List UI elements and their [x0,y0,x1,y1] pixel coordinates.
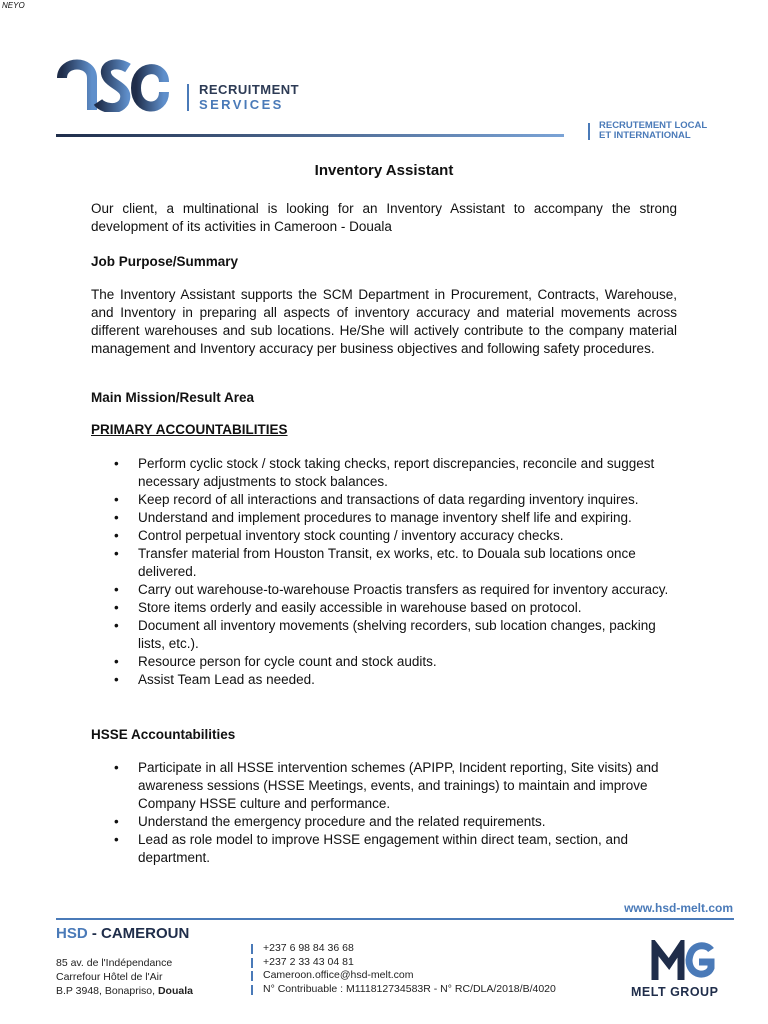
purpose-paragraph: The Inventory Assistant supports the SCM Department in Procurement, Contracts, Warehouse, and Inventory in preparing all aspects of inventory accuracy and material movements across different warehouses and sub locations. He/She will actively contribute to the company material management and Inventory accuracy per business objectives and following safety procedures. [91,287,677,356]
logo-divider [187,84,189,111]
purpose-heading: Job Purpose/Summary [91,254,239,269]
melt-group-label: MELT GROUP [631,985,719,999]
hsd-logo [56,32,172,112]
header-tagline [599,121,707,141]
intro-paragraph: Our client, a multinational is looking for an Inventory Assistant to accompany the strong development of its activities in Cameroon - Douala [91,201,677,234]
list-item: • Understand and implement procedures to manage inventory shelf life and expiring. [114,509,674,527]
list-item: • Lead as role model to improve HSSE engagement within direct team, section, and department. [114,831,674,867]
list-item: • Keep record of all interactions and transactions of data regarding inventory inquires. [114,491,674,509]
email: Cameroon.office@hsd-melt.com [251,969,556,983]
list-item: • Document all inventory movements (shelving recorders, sub location changes, packing lists, etc.). [114,617,674,653]
job-title: Inventory Assistant [314,162,454,179]
mission-heading: Main Mission/Result Area [91,390,255,405]
address-line2: Carrefour Hôtel de l'Air [56,971,163,983]
list-item: • Control perpetual inventory stock counting / inventory accuracy checks. [114,527,674,545]
phone-1: +237 6 98 84 36 68 [251,942,556,956]
footer-website: www.hsd-melt.com [624,901,733,915]
address-line3-prefix: B.P 3948, Bonapriso, [56,985,158,997]
list-item: • Resource person for cycle count and stock audits. [114,653,674,671]
footer-address [56,956,193,998]
header-rule [56,134,564,137]
tagline-divider [588,123,590,140]
list-item: • Carry out warehouse-to-warehouse Proactis transfers as required for inventory accuracy. [114,581,674,599]
list-item: • Transfer material from Houston Transit, ex works, etc. to Douala sub locations once delivered. [114,545,674,581]
list-item: • Assist Team Lead as needed. [114,671,674,689]
brand-services: SERVICES [199,97,284,112]
address-line1: 85 av. de l'Indépendance [56,957,173,969]
footer-contacts [251,942,556,996]
address-line3 [56,984,193,998]
tagline-line2: ET INTERNATIONAL [599,130,691,141]
hsse-heading: HSSE Accountabilities [91,727,236,742]
footer-company [56,925,189,942]
tax-id: N° Contribuable : M111812734583R - N° RC/DLA/2018/B/4020 [251,983,556,997]
melt-group-logo [651,940,715,980]
company-suffix: - CAMEROUN [87,925,190,942]
list-item: • Perform cyclic stock / stock taking checks, report discrepancies, reconcile and suggest necessary adjustments to stock balances. [114,455,674,491]
list-item: • Participate in all HSSE intervention schemes (APIPP, Incident reporting, Site visits) and awareness sessions (HSSE Meetings, events, and trainings) to maintain and improve Company HSSE culture and performance. [114,759,674,813]
company-prefix: HSD [56,925,88,942]
phone-2: +237 2 33 43 04 81 [251,956,556,970]
primary-accountabilities-list [114,455,674,689]
corner-tag: NEYO [2,1,25,10]
list-item: • Understand the emergency procedure and the related requirements. [114,813,674,831]
brand-recruitment: RECRUITMENT [199,82,300,97]
list-item: • Store items orderly and easily accessible in warehouse based on protocol. [114,599,674,617]
footer-rule [56,918,734,920]
primary-accountabilities-heading: PRIMARY ACCOUNTABILITIES [91,422,288,437]
hsse-accountabilities-list [114,759,674,867]
tagline-line1: RECRUTEMENT LOCAL [599,120,708,131]
address-city: Douala [157,985,193,997]
